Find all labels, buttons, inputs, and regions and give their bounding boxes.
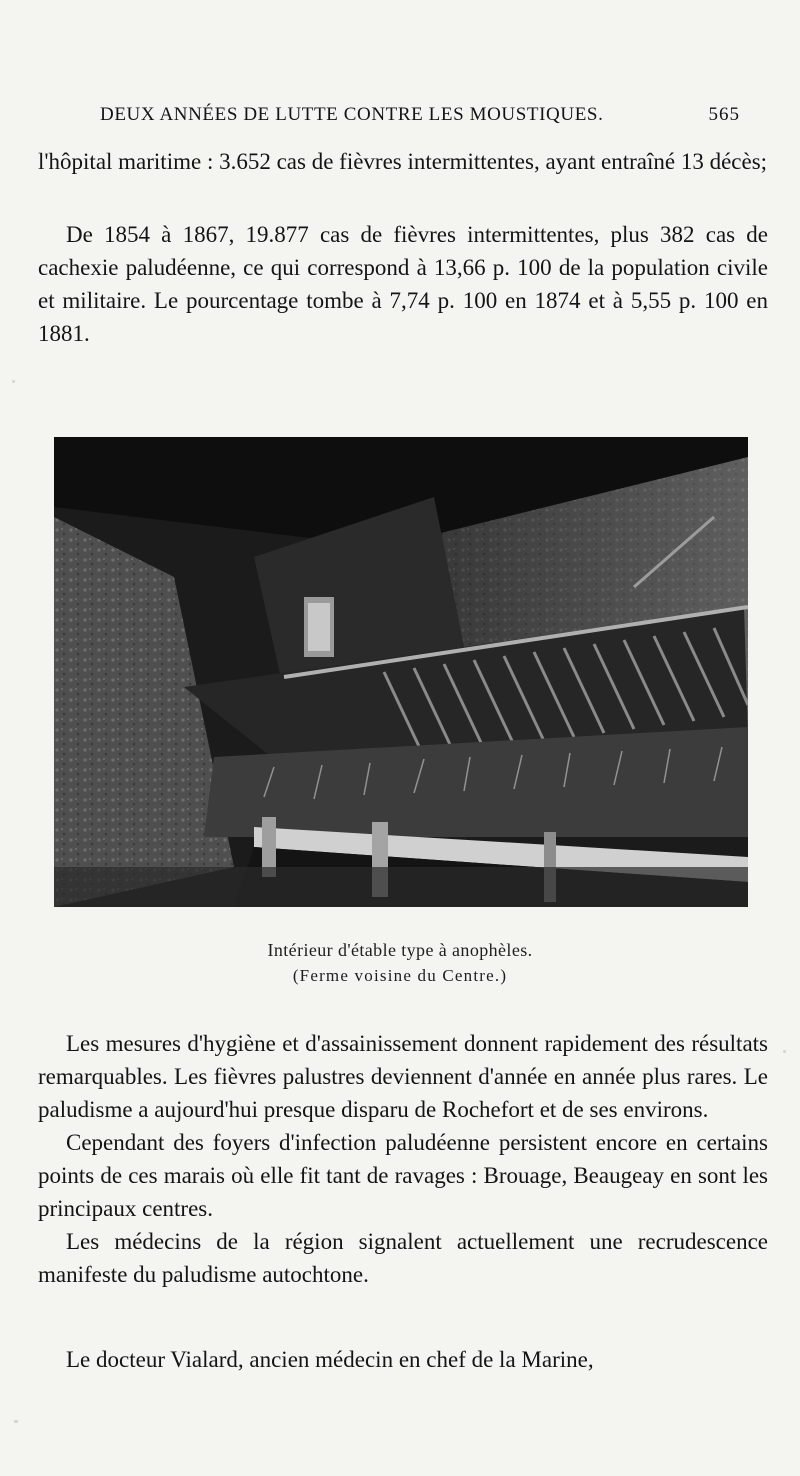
figure-caption-location: (Ferme voisine du Centre.) xyxy=(292,966,508,985)
barn-interior-image xyxy=(54,437,748,907)
paragraph-hospital-cases xyxy=(38,145,768,178)
paragraph-hygiene: Les mesures d'hygiène et d'assainissement donnent rapidement des résultats remarquables. Les fièvres palustres deviennent d'année en année plus rares. Le paludisme a aujourd'hui presque disparu de Rochefort et de ses environs. xyxy=(38,1031,768,1122)
paragraph-statistics xyxy=(38,218,768,350)
page-number: 565 xyxy=(708,104,740,125)
body-text-lower xyxy=(38,1027,768,1291)
paragraph-text: De 1854 à 1867, 19.877 cas de fièvres intermittentes, plus 382 cas de cachexie paludéenne, ce qui correspond à 13,66 p. 100 de la population civile et militaire. Le pourcentage tombe à 7,74 p. 100 en 1874 et à 5,55 p. 100 en 1881. xyxy=(38,222,768,346)
scan-speck xyxy=(14,1420,18,1423)
scan-speck xyxy=(783,1050,786,1053)
figure-caption: Intérieur d'étable type à anophèles. xyxy=(267,940,533,960)
scan-speck xyxy=(12,380,15,383)
running-head-title: DEUX ANNÉES DE LUTTE CONTRE LES MOUSTIQUES. xyxy=(100,104,604,125)
paragraph-text: Le docteur Vialard, ancien médecin en chef de la Marine, xyxy=(66,1347,594,1372)
running-head xyxy=(100,104,740,132)
paragraph-infection-foci: Cependant des foyers d'infection paludéenne persistent encore en certains points de ces marais où elle fit tant de ravages : Brouage, Beaugeay en sont les principaux centres. xyxy=(38,1130,768,1221)
paragraph-text: l'hôpital maritime : 3.652 cas de fièvres intermittentes, ayant entraîné 13 décès; xyxy=(38,149,768,174)
paragraph-recrudescence: Les médecins de la région signalent actuellement une recrudescence manifeste du paludisme autochtone. xyxy=(38,1229,768,1287)
paragraph-vialard xyxy=(38,1343,768,1376)
barn-interior-photo xyxy=(54,437,748,907)
